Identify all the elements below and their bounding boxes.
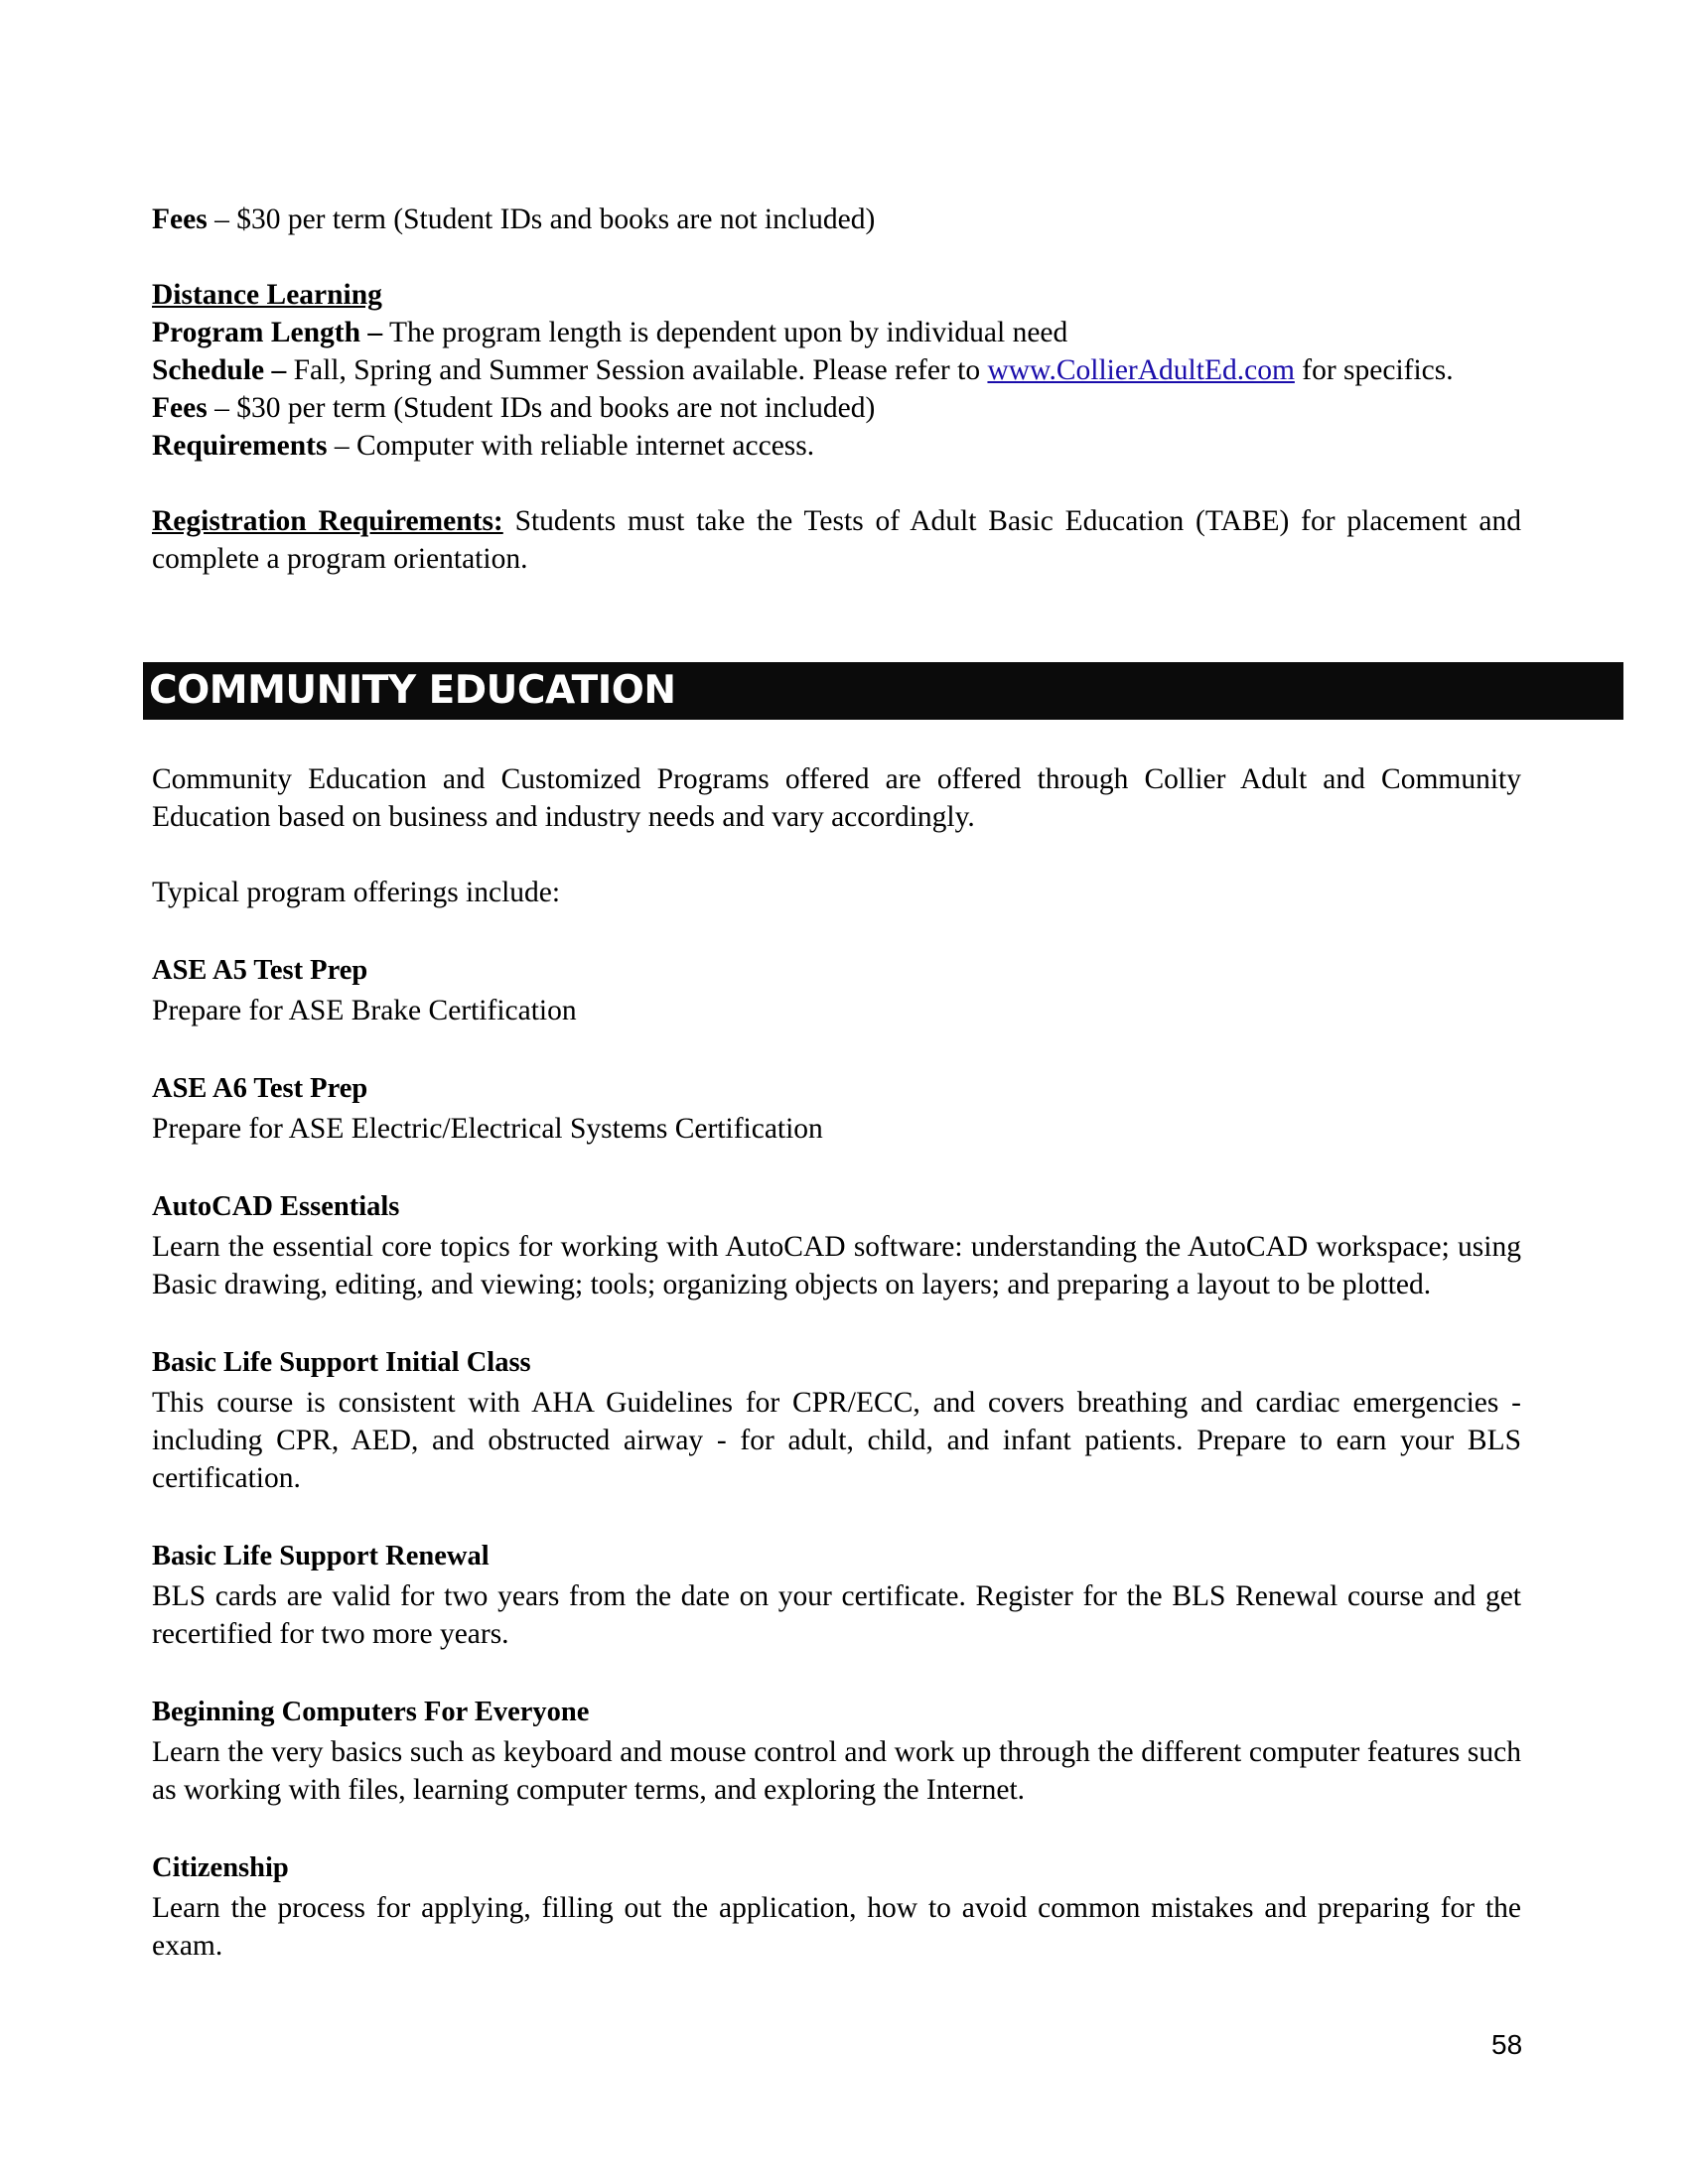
schedule-line: Schedule – Fall, Spring and Summer Session available. Please refer to www.CollierAdultEd.com for specifics. [152,354,1454,386]
course-item [152,949,1521,1029]
distance-fees-line: Fees – $30 per term (Student IDs and books are not included) [152,392,876,424]
course-description: Learn the very basics such as keyboard and mouse control and work up through the different computer features such as working with files, learning computer terms, and exploring the Internet. [152,1736,1521,1806]
community-intro: Community Education and Customized Programs offered are offered through Collier Adult and Community Education based on business and industry needs and vary accordingly. [152,763,1521,833]
section-banner [143,662,1623,720]
course-description: BLS cards are valid for two years from the date on your certificate. Register for the BLS Renewal course and get recertified for two more years. [152,1580,1521,1650]
requirements-line: Requirements – Computer with reliable internet access. [152,430,815,462]
course-list [152,949,1521,1965]
course-item [152,1185,1521,1303]
course-title: Beginning Computers For Everyone [152,1697,590,1727]
course-title: AutoCAD Essentials [152,1191,400,1222]
course-description: Learn the process for applying, filling out the application, how to avoid common mistakes and preparing for the exam. [152,1892,1521,1962]
course-item [152,1341,1521,1497]
course-description: Learn the essential core topics for working with AutoCAD software: understanding the AutoCAD workspace; using Basic drawing, editing, and viewing; tools; organizing objects on layers; and preparing a layout to be plotted. [152,1231,1521,1300]
upper-section [152,201,1521,578]
course-title: Basic Life Support Renewal [152,1541,490,1571]
distance-learning-heading: Distance Learning [152,279,382,311]
course-description: Prepare for ASE Electric/Electrical Systems Certification [152,1113,823,1145]
typical-offerings: Typical program offerings include: [152,877,561,908]
course-description: This course is consistent with AHA Guidelines for CPR/ECC, and covers breathing and cardiac emergencies - including CPR, AED, and obstructed airway - for adult, child, and infant patients. Prepare to earn your BLS certification. [152,1387,1521,1494]
course-title: Basic Life Support Initial Class [152,1347,531,1378]
page-number: 58 [1491,2029,1523,2060]
course-description: Prepare for ASE Brake Certification [152,995,577,1026]
registration-requirements: Registration Requirements: Students must take the Tests of Adult Basic Education (TABE) for placement and complete a program orientation. [152,505,1521,575]
course-item [152,1846,1521,1965]
course-item [152,1691,1521,1809]
section-title: COMMUNITY EDUCATION [149,668,676,713]
program-length-line: Program Length – The program length is dependent upon by individual need [152,317,1068,348]
collier-adult-ed-link[interactable]: www.CollierAdultEd.com [987,354,1295,386]
course-title: Citizenship [152,1852,289,1883]
course-item [152,1067,1521,1148]
course-item [152,1535,1521,1653]
course-title: ASE A6 Test Prep [152,1073,368,1104]
course-title: ASE A5 Test Prep [152,955,368,986]
community-education-section [152,760,1521,1965]
fees-line: Fees – $30 per term (Student IDs and books are not included) [152,204,876,235]
